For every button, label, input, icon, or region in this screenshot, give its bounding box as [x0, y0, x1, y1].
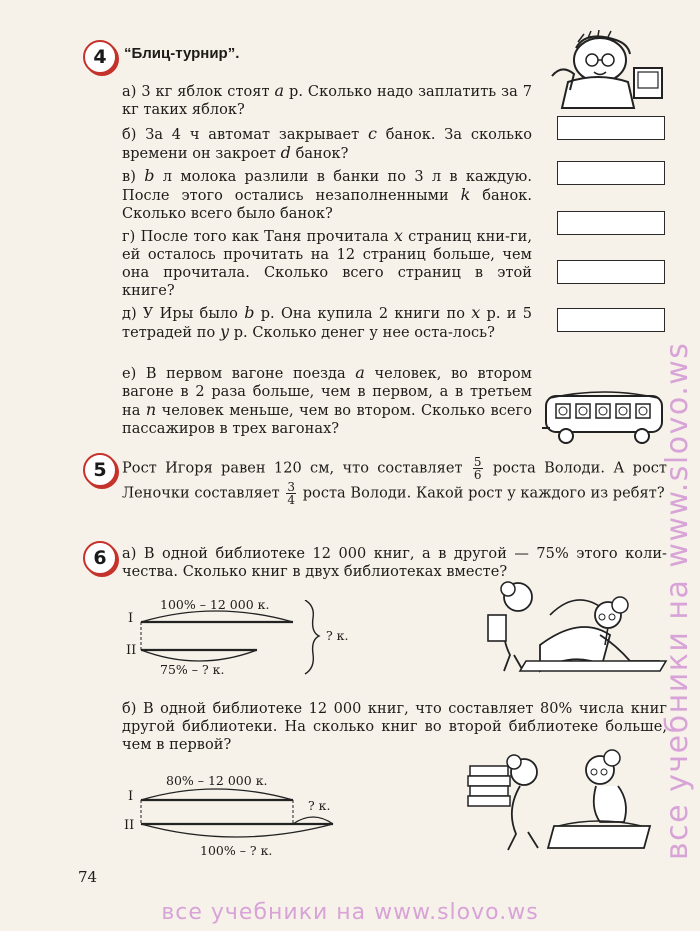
- diagram-a-row1: I: [128, 611, 134, 626]
- task-4-title: “Блиц-турнир”.: [124, 45, 240, 62]
- task-4-number: 4: [83, 40, 117, 74]
- mouse-reading-illustration: [480, 575, 670, 680]
- diagram-a-top-label: 100% – 12 000 к.: [160, 597, 270, 612]
- diagram-a-row2: II: [126, 643, 137, 658]
- answer-box-f[interactable]: [557, 308, 665, 332]
- task-4d: г) После того как Таня прочитала x страниц кни-ги, ей осталось прочитать на 12 страниц больше, чем она прочитала. Сколько всего страниц в этой книге?: [122, 226, 532, 299]
- teacher-illustration: [548, 30, 668, 110]
- diagram-b-top-label: 80% – 12 000 к.: [166, 773, 268, 788]
- task-4b: б) За 4 ч автомат закрывает c банок. За сколько времени он закроет d банок?: [122, 124, 532, 162]
- watermark-side: все учебники на www.slovo.ws: [660, 341, 695, 860]
- diagram-a-segments: [135, 600, 325, 680]
- task-6b-text: б) В одной библиотеке 12 000 книг, что составляет 80% числа книг другой библиотеки. На сколько книг во второй библиотеке больше, чем в первой?: [122, 701, 667, 753]
- answer-box-e[interactable]: [557, 260, 665, 284]
- task-5-text: Рост Игоря равен 120 см, что составляет $\frac{5}{6}$ роста Володи. А рост Леночки составляет $\frac{3}{4}$ роста Володи. Какой рост у каждого из ребят?: [122, 455, 667, 507]
- watermark-bottom: все учебники на www.slovo.ws: [161, 900, 539, 925]
- task-4c: в) b л молока разлили в банки по 3 л в каждую. После этого остались незаполненными k банок. Сколько всего было банок?: [122, 166, 532, 222]
- diagram-a-brace-label: ? к.: [326, 628, 349, 643]
- diagram-b-row2: II: [124, 818, 135, 833]
- task-4a: а) 3 кг яблок стоят a р. Сколько надо заплатить за 7 кг таких яблок?: [122, 81, 532, 118]
- diagram-b-row1: I: [128, 789, 134, 804]
- diagram-b-segments: [135, 780, 365, 848]
- task-6a-text: а) В одной библиотеке 12 000 книг, а в другой — 75% этого коли-чества. Сколько книг в двух библиотеках вместе?: [122, 546, 667, 580]
- fraction-3-4: $\frac{3}{4}$: [287, 480, 296, 507]
- task-4e: д) У Иры было b р. Она купила 2 книги по x р. и 5 тетрадей по y р. Сколько денег у нее оста-лось?: [122, 303, 532, 341]
- diagram-a-bottom-label: 75% – ? к.: [160, 662, 225, 677]
- answer-box-b[interactable]: [557, 116, 665, 140]
- task-5-number: 5: [83, 453, 117, 487]
- diagram-b-diff-label: ? к.: [308, 798, 331, 813]
- task-4f: е) В первом вагоне поезда a человек, во втором вагоне в 2 раза больше, чем в первом, а в третьем на n человек меньше, чем во втором. Сколько всего пассажиров в трех вагонах?: [122, 363, 532, 437]
- task-6-number: 6: [83, 541, 117, 575]
- mice-books-illustration: [464, 742, 670, 858]
- diagram-b-bottom-label: 100% – ? к.: [200, 843, 273, 858]
- answer-box-d[interactable]: [557, 211, 665, 235]
- answer-box-c[interactable]: [557, 161, 665, 185]
- fraction-5-6: $\frac{5}{6}$: [473, 455, 482, 482]
- page-number: 74: [78, 868, 98, 886]
- train-illustration: [540, 386, 668, 446]
